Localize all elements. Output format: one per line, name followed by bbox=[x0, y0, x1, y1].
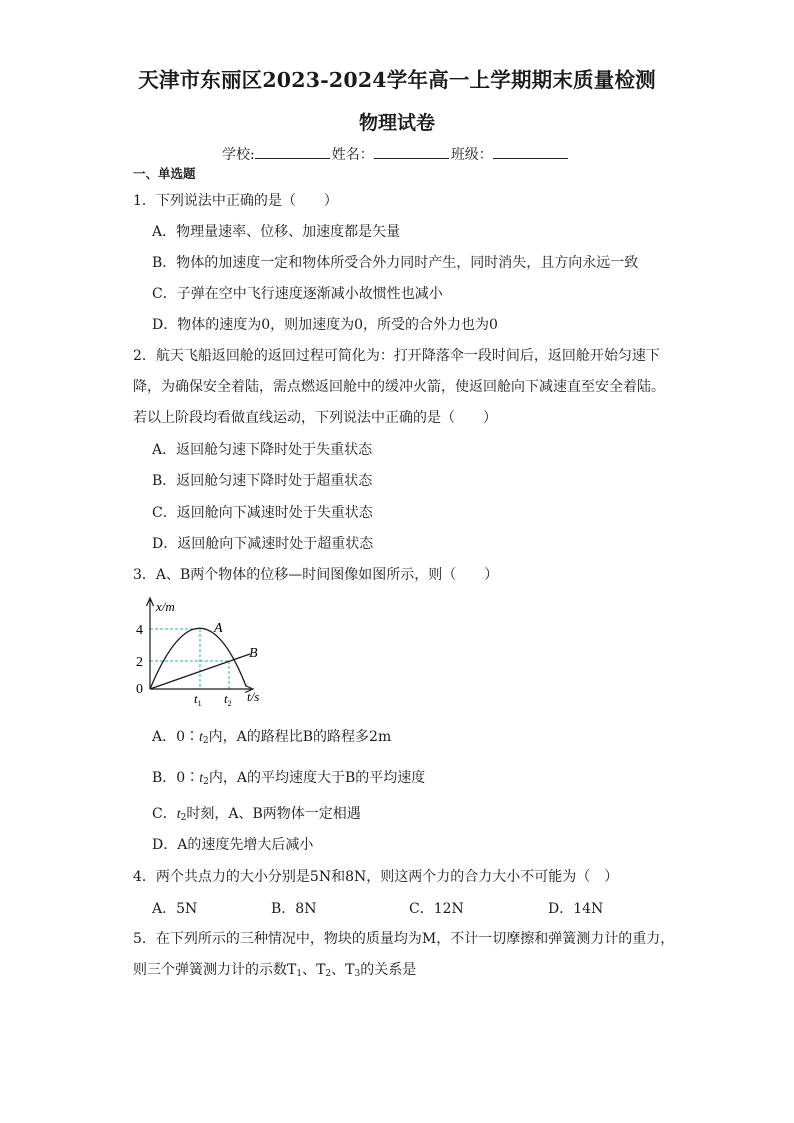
q1-option-b: B．物体的加速度一定和物体所受合外力同时产生，同时消失，且方向永远一致 bbox=[152, 255, 639, 271]
document-subtitle: 物理试卷 bbox=[358, 112, 435, 134]
q1-stem: 1．下列说法中正确的是（ ） bbox=[133, 193, 338, 209]
q4-option-c: C．12N bbox=[409, 901, 464, 917]
student-info-line bbox=[222, 145, 570, 165]
y-tick-4: 4 bbox=[136, 623, 143, 638]
q3-option-c: C．$t_2$时刻，A、B两物体一定相遇 bbox=[152, 806, 361, 823]
school-label: 学校: bbox=[222, 147, 255, 163]
y-tick-2: 2 bbox=[136, 655, 143, 670]
q3-option-d: D．A的速度先增大后减小 bbox=[152, 837, 314, 853]
q3-option-a: A．$0∶t_2$内，A的路程比B的路程多2m bbox=[152, 729, 392, 746]
q4-option-b: B．8N bbox=[271, 901, 317, 917]
displacement-time-graph bbox=[133, 594, 273, 712]
q2-line-3: 若以上阶段均看做直线运动，下列说法中正确的是（ ） bbox=[133, 410, 497, 426]
class-label: 班级： bbox=[450, 147, 493, 163]
q1-option-d: D．物体的速度为0，则加速度为0，所受的合外力也为0 bbox=[152, 317, 498, 333]
school-blank[interactable] bbox=[255, 145, 330, 159]
q2-option-a: A．返回舱匀速下降时处于失重状态 bbox=[152, 442, 373, 458]
document-title: 天津市东丽区2023-2024学年高一上学期期末质量检测 bbox=[138, 68, 656, 92]
q5-line-1: 5．在下列所示的三种情况中，物块的质量均为M，不计一切摩擦和弹簧测力计的重力， bbox=[133, 931, 675, 947]
t1-tick-label: $t_1$ bbox=[194, 691, 202, 708]
q2-line-1: 2．航天飞船返回舱的返回过程可简化为：打开降落伞一段时间后，返回舱开始匀速下 bbox=[133, 348, 660, 364]
curve-b-label: B bbox=[249, 646, 258, 661]
name-label: 姓名： bbox=[331, 147, 374, 163]
q1-option-a: A．物理量速率、位移、加速度都是矢量 bbox=[152, 224, 401, 240]
q2-option-b: B．返回舱匀速下降时处于超重状态 bbox=[152, 473, 373, 489]
q1-option-c: C．子弹在空中飞行速度逐渐减小故惯性也减小 bbox=[152, 286, 443, 302]
q2-option-c: C．返回舱向下减速时处于失重状态 bbox=[152, 505, 373, 521]
origin-label: 0 bbox=[136, 682, 143, 697]
curve-a bbox=[150, 628, 246, 689]
section-heading: 一、单选题 bbox=[133, 166, 196, 181]
q3-stem: 3．A、B两个物体的位移—时间图像如图所示，则（ ） bbox=[133, 567, 499, 583]
q2-option-d: D．返回舱向下减速时处于超重状态 bbox=[152, 536, 374, 552]
q4-stem: 4．两个共点力的大小分别是5N和8N，则这两个力的合力大小不可能为（ ） bbox=[133, 869, 619, 885]
x-axis-label: t/s bbox=[247, 689, 260, 704]
t2-tick-label: $t_2$ bbox=[224, 691, 232, 708]
q2-line-2: 降，为确保安全着陆，需点燃返回舱中的缓冲火箭，使返回舱向下减速直至安全着陆。 bbox=[133, 379, 665, 395]
curve-a-label: A bbox=[214, 621, 223, 636]
y-axis-label: x/m bbox=[156, 599, 175, 614]
q4-option-d: D．14N bbox=[548, 901, 604, 917]
q5-line-2: 则三个弹簧测力计的示数$T_1$、$T_2$、$T_3$的关系是 bbox=[133, 962, 417, 979]
class-blank[interactable] bbox=[493, 145, 568, 159]
q3-option-b: B．$0∶t_2$内，A的平均速度大于B的平均速度 bbox=[152, 770, 426, 787]
q4-option-a: A．5N bbox=[152, 901, 198, 917]
name-blank[interactable] bbox=[374, 145, 449, 159]
